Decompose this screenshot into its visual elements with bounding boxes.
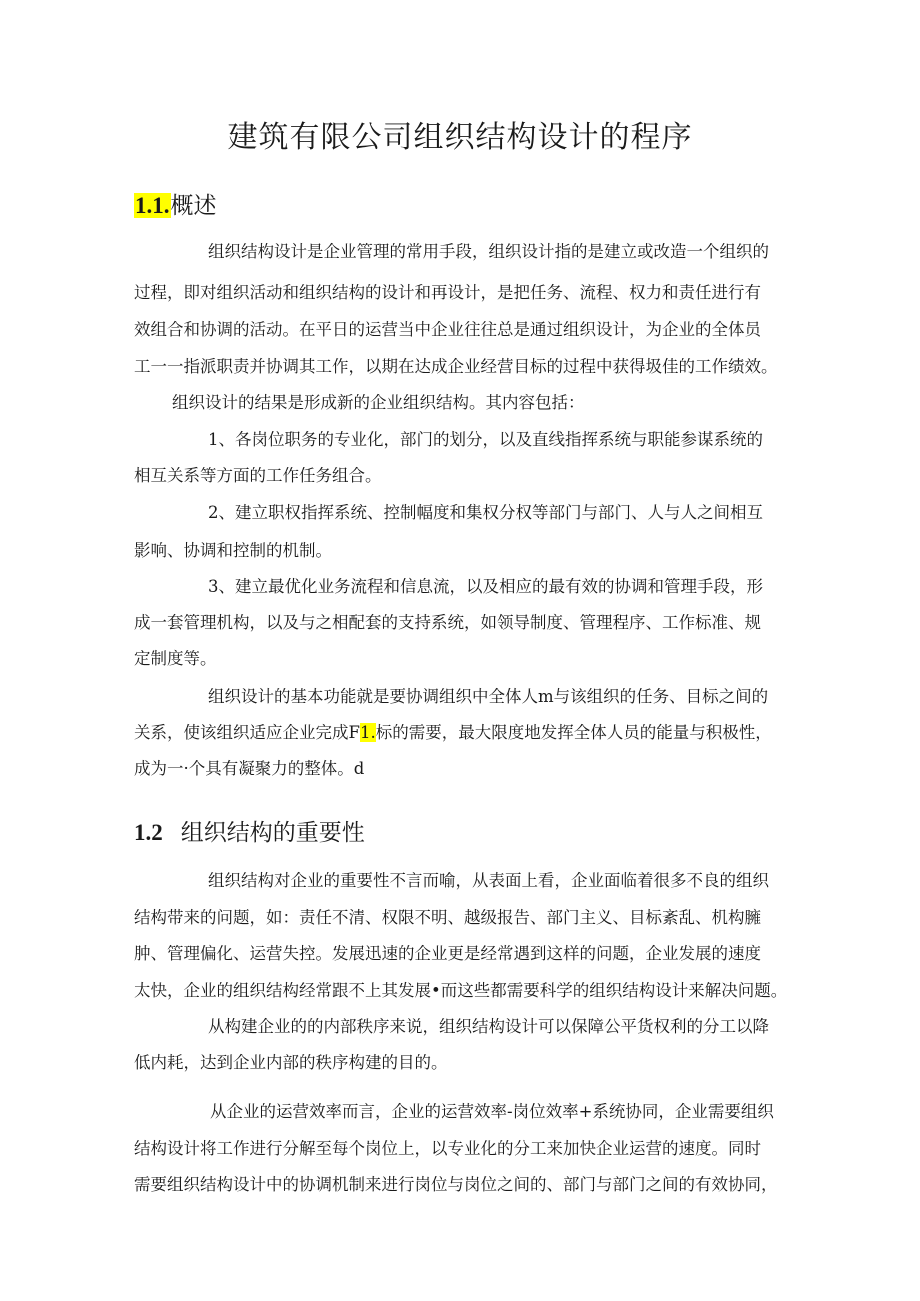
paragraph-line: 效组合和协调的活动。在平日的运营当中企业往往总是通过组织设计，为企业的全体员 <box>134 320 761 339</box>
paragraph-line: 低内耗，达到企业内部的秩序构建的目的。 <box>134 1053 448 1072</box>
list-item-3-line: 定制度等。 <box>134 649 217 668</box>
paragraph-line: 组织结构设计是企业管理的常用手段，组织设计指的是建立或改造一个组织的 <box>208 242 769 261</box>
paragraph-line: 结构带来的问题，如：责任不清、权限不明、越级报告、部门主义、目标紊乱、机构臃 <box>134 908 761 927</box>
paragraph-line: 需要组织结构设计中的协调机制来进行岗位与岗位之间的、部门与部门之间的有效协同， <box>134 1175 778 1194</box>
list-item-2-line: 影响、协调和控制的机制。 <box>134 541 332 560</box>
paragraph-line: 组织设计的基本功能就是要协调组织中全体人m与该组织的任务、目标之间的 <box>208 687 769 706</box>
section-2-number: 1.2 <box>134 820 163 845</box>
list-item-3-line: 3、建立最优化业务流程和信息流，以及相应的最有效的协调和管理手段，形 <box>208 577 763 596</box>
section-2-heading <box>134 814 365 847</box>
list-item-2-line: 2、建立职权指挥系统、控制幅度和集权分权等部门与部门、人与人之间相互 <box>208 503 763 522</box>
paragraph-line: 工一一指派职责并协调其工作，以期在达成企业经营目标的过程中获得圾佳的工作绩效。 <box>134 357 778 376</box>
text-run: 标的需要，最大限度地发挥全体人员的能量与积极性， <box>375 723 772 742</box>
paragraph-line: 组织设计的结果是形成新的企业组织结构。其内容包括： <box>172 393 585 412</box>
section-1-title: 概述 <box>170 193 217 219</box>
section-2-title: 组织结构的重要性 <box>180 820 365 846</box>
section-1-number: 1.1. <box>135 193 170 218</box>
list-item-3-line: 成一套管理机构，以及与之相配套的支持系统，如领导制度、管理程序、工作标准、规 <box>134 613 761 632</box>
list-item-1-line: 相互关系等方面的工作任务组合。 <box>134 466 382 485</box>
paragraph-line: 成为一·个具有凝聚力的整体。d <box>134 759 365 778</box>
paragraph-line: 结构设计将工作进行分解至每个岗位上，以专业化的分工来加快企业运营的速度。同时 <box>134 1139 761 1158</box>
section-1-heading <box>134 187 217 220</box>
paragraph-line: 组织结构对企业的重要性不言而喻，从表面上看，企业面临着很多不良的组织 <box>208 871 769 890</box>
document-title: 建筑有限公司组织结构设计的程序 <box>227 120 693 155</box>
paragraph-line: 肿、管理偏化、运营失控。发展迅速的企业更是经常遇到这样的问题，企业发展的速度 <box>134 944 761 963</box>
text-run: 关系，使该组织适应企业完成F <box>134 723 360 742</box>
paragraph-line: 过程，即对组织活动和组织结构的设计和再设计，是把任务、流程、权力和责任进行有 <box>134 283 761 302</box>
paragraph-line-highlighted <box>134 719 772 743</box>
list-item-1-line: 1、各岗位职务的专业化，部门的划分，以及直线指挥系统与职能参谋系统的 <box>208 430 763 449</box>
highlighted-text: 1. <box>359 723 376 742</box>
paragraph-line: 从企业的运营效率而言，企业的运营效率-岗位效率+系统协同，企业需要组织 <box>210 1102 774 1121</box>
paragraph-line: 太快，企业的组织结构经常跟不上其发展•而这些都需要科学的组织结构设计来解决问题。 <box>134 981 788 1000</box>
paragraph-line: 从构建企业的的内部秩序来说，组织结构设计可以保障公平货权利的分工以降 <box>208 1017 769 1036</box>
